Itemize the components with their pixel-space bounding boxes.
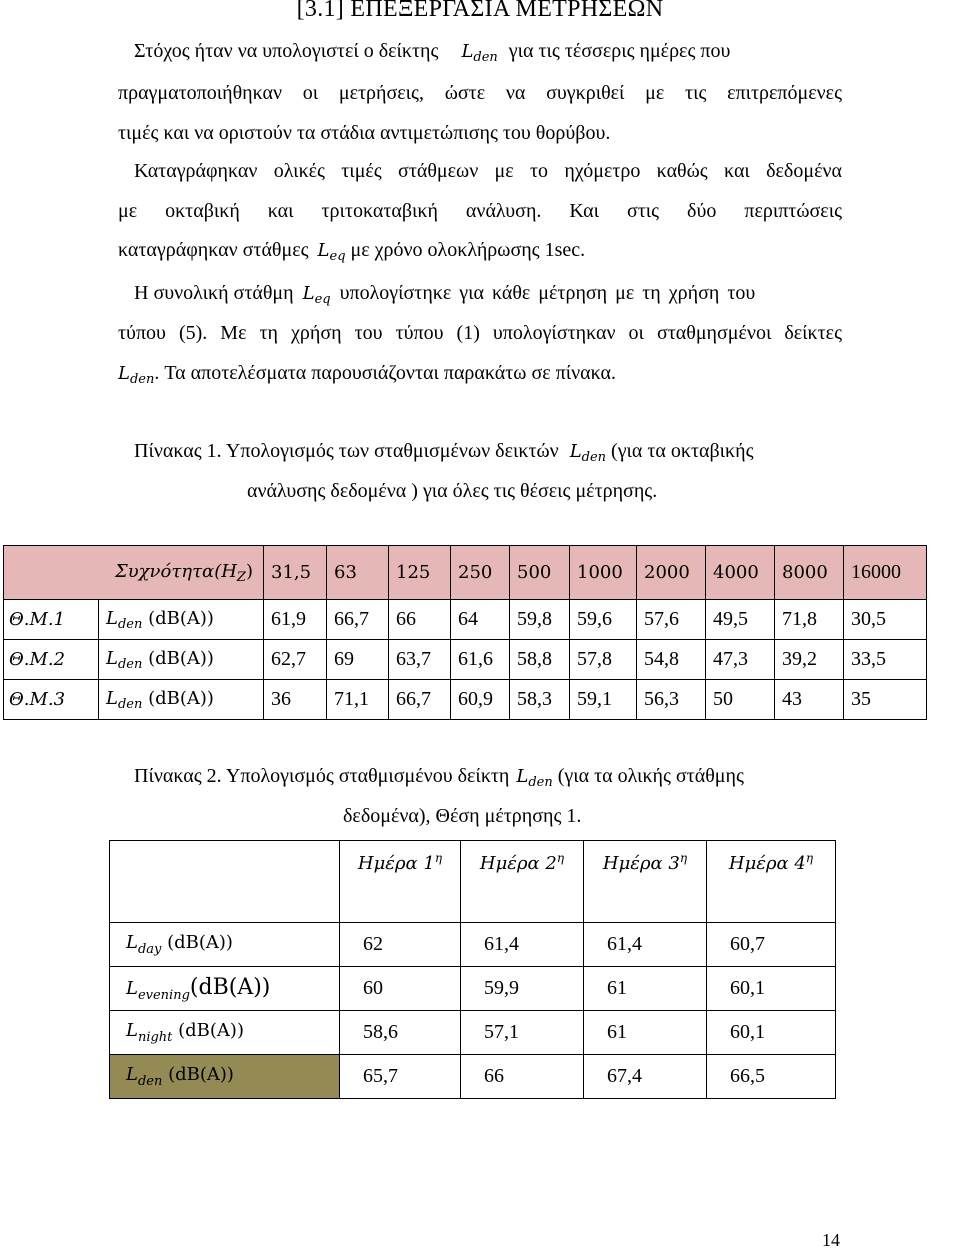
paragraph2-line2: με οκταβική και τριτοκαταβική ανάλυση. Και στις δύο περιπτώσεις [118, 200, 842, 222]
l-den-label: $L_{den}$ (dB(A)) [99, 680, 264, 720]
text: . Τα αποτελέσματα παρουσιάζονται παρακάτω σε πίνακα. [154, 362, 617, 384]
value-cell: 63,7 [389, 640, 451, 680]
text: με χρόνο ολοκλήρωσης 1sec. [350, 239, 586, 261]
freq-cell: 500 [510, 546, 570, 600]
value-cell: 47,3 [706, 640, 775, 680]
l-day-label: $L_{day}$ (dB(A)) [110, 923, 340, 967]
l-den-label: $L_{den}$ (dB(A)) [99, 640, 264, 680]
table-row [110, 923, 836, 967]
paragraph1-line3: τιμές και να οριστούν τα στάδια αντιμετώπισης του θορύβου. [118, 122, 611, 144]
l-den-symbol: $L_{den}$ [516, 766, 553, 790]
text: για τις τέσσερις ημέρες που [508, 40, 731, 62]
value-cell: 64 [451, 600, 510, 640]
value-cell: 66 [461, 1055, 584, 1099]
value-cell: 60,1 [707, 967, 836, 1011]
value-cell: 61,9 [264, 600, 327, 640]
value-cell: 71,8 [775, 600, 844, 640]
value-cell: 57,6 [637, 600, 706, 640]
l-den-symbol: $L_{den}$ [461, 41, 498, 65]
table2-header-row [110, 841, 836, 923]
value-cell: 49,5 [706, 600, 775, 640]
table1-header-row [4, 546, 927, 600]
text: (για τα οκταβικής [611, 440, 754, 462]
table-row [4, 600, 927, 640]
text: υπολογίστηκε για κάθε μέτρηση με τη χρήση του [339, 282, 756, 304]
table-row [4, 640, 927, 680]
freq-cell: 16000 [844, 546, 927, 600]
frequency-header: $\Sigma\upsilon\chi\nu ό\tau\eta\tau\alpha(H_Z)$ [4, 546, 264, 600]
value-cell: 59,6 [570, 600, 637, 640]
value-cell: 62 [340, 923, 461, 967]
l-eq-symbol: $L_{eq}$ [302, 283, 331, 307]
value-cell: 60 [340, 967, 461, 1011]
value-cell: 61,4 [461, 923, 584, 967]
day-header: Ημέρα $2^\eta$ [461, 841, 584, 923]
value-cell: 71,1 [327, 680, 389, 720]
text: Πίνακας 2. Υπολογισμός σταθμισμένου δείκτη [134, 765, 510, 787]
value-cell: 60,1 [707, 1011, 836, 1055]
freq-cell: 31,5 [264, 546, 327, 600]
l-eq-symbol: $L_{eq}$ [317, 240, 346, 264]
value-cell: 58,3 [510, 680, 570, 720]
value-cell: 61,6 [451, 640, 510, 680]
table1-caption-line1 [134, 440, 754, 465]
value-cell: 54,8 [637, 640, 706, 680]
value-cell: 62,7 [264, 640, 327, 680]
value-cell: 58,6 [340, 1011, 461, 1055]
paragraph3-line2: τύπου (5). Με τη χρήση του τύπου (1) υπολογίστηκαν οι σταθμησμένοι δείκτες [118, 322, 842, 344]
l-night-label: $L_{night}$ (dB(A)) [110, 1011, 340, 1055]
position-label: Θ.Μ.3 [4, 680, 99, 720]
value-cell: 69 [327, 640, 389, 680]
paragraph2-line1: Καταγράφηκαν ολικές τιμές στάθμεων με το ηχόμετρο καθώς και δεδομένα [134, 160, 842, 182]
page-number: 14 [822, 1230, 840, 1250]
value-cell: 43 [775, 680, 844, 720]
position-label: Θ.Μ.2 [4, 640, 99, 680]
text: Πίνακας 1. Υπολογισμός των σταθμισμένων δεικτών [134, 440, 559, 462]
freq-cell: 4000 [706, 546, 775, 600]
l-evening-label: $L_{evening}(dB(A))$ [110, 967, 340, 1011]
value-cell: 66,7 [389, 680, 451, 720]
value-cell: 57,1 [461, 1011, 584, 1055]
l-den-symbol: $L_{den}$ [118, 363, 155, 387]
value-cell: 66,7 [327, 600, 389, 640]
day-header: Ημέρα $1^\eta$ [340, 841, 461, 923]
value-cell: 36 [264, 680, 327, 720]
paragraph3-line1 [134, 282, 755, 307]
l-den-label: $L_{den}$ (dB(A)) [99, 600, 264, 640]
value-cell: 65,7 [340, 1055, 461, 1099]
section-title: [3.1] ΕΠΕΞΕΡΓΑΣΙΑ ΜΕΤΡΗΣΕΩΝ [296, 0, 664, 22]
value-cell: 61 [584, 967, 707, 1011]
freq-cell: 8000 [775, 546, 844, 600]
value-cell: 57,8 [570, 640, 637, 680]
freq-cell: 250 [451, 546, 510, 600]
paragraph2-line3 [118, 239, 585, 264]
position-label: Θ.Μ.1 [4, 600, 99, 640]
l-den-label: $L_{den}$ (dB(A)) [110, 1055, 340, 1099]
table-row [4, 680, 927, 720]
value-cell: 66,5 [707, 1055, 836, 1099]
value-cell: 60,7 [707, 923, 836, 967]
text: Η συνολική στάθμη [134, 282, 294, 304]
freq-cell: 2000 [637, 546, 706, 600]
value-cell: 39,2 [775, 640, 844, 680]
text: Στόχος ήταν να υπολογιστεί ο δείκτης [134, 40, 439, 62]
table2 [109, 840, 836, 1099]
table2-caption-line1 [134, 765, 744, 790]
day-header: Ημέρα $4^\eta$ [707, 841, 836, 923]
table-row [110, 1055, 836, 1099]
table2-caption-line2: δεδομένα), Θέση μέτρησης 1. [343, 805, 582, 827]
paragraph3-line3 [118, 362, 616, 387]
value-cell: 30,5 [844, 600, 927, 640]
value-cell: 50 [706, 680, 775, 720]
freq-cell: 63 [327, 546, 389, 600]
freq-cell: 125 [389, 546, 451, 600]
l-den-symbol: $L_{den}$ [569, 441, 607, 465]
value-cell: 56,3 [637, 680, 706, 720]
paragraph1-line2: πραγματοποιήθηκαν οι μετρήσεις, ώστε να συγκριθεί με τις επιτρεπόμενες [118, 82, 842, 104]
empty-header-cell [110, 841, 340, 923]
value-cell: 59,9 [461, 967, 584, 1011]
table1-caption-line2: ανάλυσης δεδομένα ) για όλες τις θέσεις μέτρησης. [247, 480, 658, 502]
value-cell: 58,8 [510, 640, 570, 680]
day-header: Ημέρα $3^\eta$ [584, 841, 707, 923]
value-cell: 61 [584, 1011, 707, 1055]
value-cell: 66 [389, 600, 451, 640]
value-cell: 59,1 [570, 680, 637, 720]
text: (για τα ολικής στάθμης [557, 765, 744, 787]
value-cell: 61,4 [584, 923, 707, 967]
value-cell: 33,5 [844, 640, 927, 680]
table-row [110, 1011, 836, 1055]
paragraph1-line1 [134, 40, 730, 65]
value-cell: 35 [844, 680, 927, 720]
value-cell: 59,8 [510, 600, 570, 640]
table1 [3, 545, 927, 720]
value-cell: 67,4 [584, 1055, 707, 1099]
value-cell: 60,9 [451, 680, 510, 720]
table-row [110, 967, 836, 1011]
freq-cell: 1000 [570, 546, 637, 600]
text: καταγράφηκαν στάθμες [118, 239, 309, 261]
